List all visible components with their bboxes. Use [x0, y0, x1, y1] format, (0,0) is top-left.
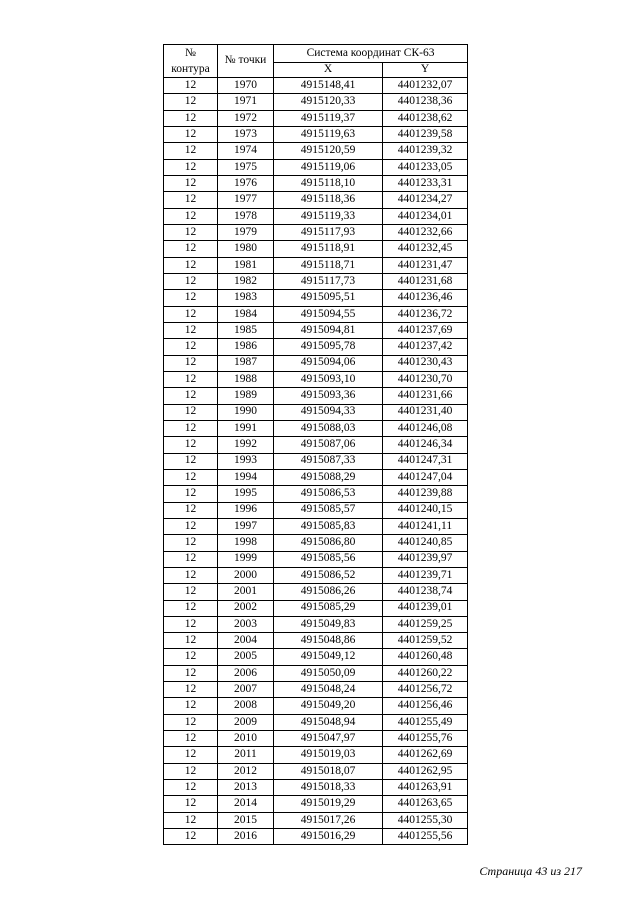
cell-x: 4915118,36 — [274, 192, 383, 208]
cell-x: 4915050,09 — [274, 665, 383, 681]
cell-contour: 12 — [164, 714, 218, 730]
cell-x: 4915048,86 — [274, 633, 383, 649]
cell-y: 4401263,91 — [383, 780, 468, 796]
cell-point: 1996 — [218, 502, 274, 518]
cell-y: 4401255,56 — [383, 829, 468, 845]
table-row — [164, 486, 468, 502]
cell-x: 4915118,10 — [274, 175, 383, 191]
cell-contour: 12 — [164, 208, 218, 224]
cell-y: 4401237,69 — [383, 322, 468, 338]
table-row — [164, 812, 468, 828]
cell-point: 1995 — [218, 486, 274, 502]
cell-contour: 12 — [164, 829, 218, 845]
cell-contour: 12 — [164, 796, 218, 812]
cell-x: 4915118,91 — [274, 241, 383, 257]
cell-x: 4915094,55 — [274, 306, 383, 322]
table-row — [164, 257, 468, 273]
cell-point: 2013 — [218, 780, 274, 796]
cell-contour: 12 — [164, 780, 218, 796]
cell-y: 4401238,74 — [383, 584, 468, 600]
table-row — [164, 339, 468, 355]
cell-contour: 12 — [164, 355, 218, 371]
table-row — [164, 518, 468, 534]
table-row — [164, 78, 468, 94]
table-row — [164, 731, 468, 747]
cell-x: 4915048,24 — [274, 682, 383, 698]
cell-point: 2014 — [218, 796, 274, 812]
cell-x: 4915049,20 — [274, 698, 383, 714]
header-contour-line1: № — [185, 47, 196, 59]
table-row — [164, 208, 468, 224]
table-row — [164, 306, 468, 322]
table-row — [164, 322, 468, 338]
cell-contour: 12 — [164, 257, 218, 273]
cell-y: 4401263,65 — [383, 796, 468, 812]
cell-x: 4915087,06 — [274, 437, 383, 453]
cell-y: 4401231,66 — [383, 388, 468, 404]
cell-x: 4915088,03 — [274, 420, 383, 436]
cell-contour: 12 — [164, 486, 218, 502]
cell-y: 4401241,11 — [383, 518, 468, 534]
cell-y: 4401233,05 — [383, 159, 468, 175]
cell-contour: 12 — [164, 94, 218, 110]
cell-y: 4401259,25 — [383, 616, 468, 632]
cell-y: 4401259,52 — [383, 633, 468, 649]
table-row — [164, 241, 468, 257]
cell-y: 4401256,72 — [383, 682, 468, 698]
page-footer — [479, 864, 582, 879]
cell-y: 4401239,32 — [383, 143, 468, 159]
cell-x: 4915094,06 — [274, 355, 383, 371]
cell-contour: 12 — [164, 110, 218, 126]
cell-x: 4915119,06 — [274, 159, 383, 175]
table-row — [164, 420, 468, 436]
header-y: Y — [383, 63, 468, 78]
table-row — [164, 192, 468, 208]
cell-contour: 12 — [164, 502, 218, 518]
cell-y: 4401233,31 — [383, 175, 468, 191]
cell-point: 2006 — [218, 665, 274, 681]
cell-y: 4401247,31 — [383, 453, 468, 469]
cell-x: 4915048,94 — [274, 714, 383, 730]
cell-y: 4401236,72 — [383, 306, 468, 322]
cell-contour: 12 — [164, 420, 218, 436]
cell-contour: 12 — [164, 371, 218, 387]
cell-contour: 12 — [164, 665, 218, 681]
cell-point: 1986 — [218, 339, 274, 355]
table-row — [164, 437, 468, 453]
cell-point: 1978 — [218, 208, 274, 224]
table-row — [164, 502, 468, 518]
cell-contour: 12 — [164, 388, 218, 404]
cell-y: 4401231,47 — [383, 257, 468, 273]
cell-contour: 12 — [164, 224, 218, 240]
footer-page-word: Страница — [479, 864, 533, 878]
cell-point: 1998 — [218, 535, 274, 551]
cell-point: 2001 — [218, 584, 274, 600]
table-row — [164, 714, 468, 730]
cell-point: 1993 — [218, 453, 274, 469]
table-row — [164, 796, 468, 812]
cell-x: 4915047,97 — [274, 731, 383, 747]
cell-y: 4401260,22 — [383, 665, 468, 681]
cell-x: 4915095,51 — [274, 290, 383, 306]
table-body — [164, 78, 468, 845]
cell-point: 1982 — [218, 273, 274, 289]
cell-contour: 12 — [164, 126, 218, 142]
cell-contour: 12 — [164, 78, 218, 94]
table-row — [164, 371, 468, 387]
header-contour-line2: контура — [171, 63, 210, 75]
cell-point: 1976 — [218, 175, 274, 191]
cell-contour: 12 — [164, 175, 218, 191]
cell-contour: 12 — [164, 616, 218, 632]
cell-y: 4401238,62 — [383, 110, 468, 126]
cell-contour: 12 — [164, 633, 218, 649]
cell-contour: 12 — [164, 731, 218, 747]
cell-contour: 12 — [164, 339, 218, 355]
cell-y: 4401255,30 — [383, 812, 468, 828]
header-x: X — [274, 63, 383, 78]
cell-point: 1974 — [218, 143, 274, 159]
cell-contour: 12 — [164, 567, 218, 583]
cell-y: 4401230,70 — [383, 371, 468, 387]
cell-point: 2005 — [218, 649, 274, 665]
table-row — [164, 633, 468, 649]
cell-point: 2015 — [218, 812, 274, 828]
cell-y: 4401234,27 — [383, 192, 468, 208]
coordinates-table — [163, 44, 468, 845]
cell-contour: 12 — [164, 763, 218, 779]
cell-x: 4915119,37 — [274, 110, 383, 126]
cell-contour: 12 — [164, 535, 218, 551]
cell-point: 1988 — [218, 371, 274, 387]
footer-total-pages: 217 — [564, 864, 582, 878]
cell-x: 4915018,07 — [274, 763, 383, 779]
table-header — [164, 45, 468, 78]
cell-y: 4401255,76 — [383, 731, 468, 747]
cell-x: 4915085,57 — [274, 502, 383, 518]
cell-point: 1990 — [218, 404, 274, 420]
cell-point: 1997 — [218, 518, 274, 534]
cell-point: 1985 — [218, 322, 274, 338]
cell-point: 2010 — [218, 731, 274, 747]
cell-x: 4915118,71 — [274, 257, 383, 273]
table-row — [164, 469, 468, 485]
cell-contour: 12 — [164, 404, 218, 420]
cell-x: 4915018,33 — [274, 780, 383, 796]
cell-x: 4915094,33 — [274, 404, 383, 420]
cell-point: 1981 — [218, 257, 274, 273]
cell-point: 2008 — [218, 698, 274, 714]
cell-point: 1987 — [218, 355, 274, 371]
cell-y: 4401239,88 — [383, 486, 468, 502]
table-row — [164, 94, 468, 110]
table-row — [164, 110, 468, 126]
cell-point: 1979 — [218, 224, 274, 240]
table-row — [164, 355, 468, 371]
cell-contour: 12 — [164, 159, 218, 175]
cell-y: 4401231,40 — [383, 404, 468, 420]
cell-point: 2009 — [218, 714, 274, 730]
cell-point: 2002 — [218, 600, 274, 616]
cell-point: 2012 — [218, 763, 274, 779]
cell-contour: 12 — [164, 469, 218, 485]
cell-contour: 12 — [164, 273, 218, 289]
cell-x: 4915085,29 — [274, 600, 383, 616]
cell-y: 4401239,01 — [383, 600, 468, 616]
table-row — [164, 126, 468, 142]
cell-x: 4915086,53 — [274, 486, 383, 502]
cell-contour: 12 — [164, 453, 218, 469]
table-row — [164, 224, 468, 240]
cell-x: 4915119,63 — [274, 126, 383, 142]
cell-contour: 12 — [164, 551, 218, 567]
cell-contour: 12 — [164, 682, 218, 698]
cell-point: 1980 — [218, 241, 274, 257]
cell-y: 4401237,42 — [383, 339, 468, 355]
cell-point: 2000 — [218, 567, 274, 583]
header-point-number: № точки — [218, 45, 274, 78]
cell-point: 1972 — [218, 110, 274, 126]
cell-point: 1983 — [218, 290, 274, 306]
table-row — [164, 763, 468, 779]
cell-point: 1975 — [218, 159, 274, 175]
cell-point: 1989 — [218, 388, 274, 404]
cell-y: 4401247,04 — [383, 469, 468, 485]
table-row — [164, 600, 468, 616]
cell-contour: 12 — [164, 290, 218, 306]
cell-x: 4915093,36 — [274, 388, 383, 404]
cell-x: 4915120,33 — [274, 94, 383, 110]
cell-y: 4401239,71 — [383, 567, 468, 583]
table-row — [164, 388, 468, 404]
cell-x: 4915095,78 — [274, 339, 383, 355]
cell-point: 1971 — [218, 94, 274, 110]
table-row — [164, 567, 468, 583]
cell-y: 4401236,46 — [383, 290, 468, 306]
table-row — [164, 175, 468, 191]
cell-contour: 12 — [164, 649, 218, 665]
cell-contour: 12 — [164, 437, 218, 453]
cell-contour: 12 — [164, 143, 218, 159]
table-row — [164, 584, 468, 600]
cell-point: 2016 — [218, 829, 274, 845]
cell-y: 4401262,69 — [383, 747, 468, 763]
cell-x: 4915019,03 — [274, 747, 383, 763]
table-row — [164, 682, 468, 698]
cell-y: 4401232,07 — [383, 78, 468, 94]
cell-point: 1994 — [218, 469, 274, 485]
cell-point: 1977 — [218, 192, 274, 208]
cell-x: 4915117,93 — [274, 224, 383, 240]
header-coordinate-system: Система координат СК-63 — [274, 45, 468, 63]
table-row — [164, 649, 468, 665]
table-row — [164, 747, 468, 763]
cell-contour: 12 — [164, 322, 218, 338]
cell-contour: 12 — [164, 812, 218, 828]
cell-y: 4401234,01 — [383, 208, 468, 224]
table-row — [164, 404, 468, 420]
cell-x: 4915119,33 — [274, 208, 383, 224]
cell-x: 4915049,83 — [274, 616, 383, 632]
cell-x: 4915086,52 — [274, 567, 383, 583]
cell-point: 1973 — [218, 126, 274, 142]
cell-contour: 12 — [164, 241, 218, 257]
cell-y: 4401240,85 — [383, 535, 468, 551]
cell-contour: 12 — [164, 518, 218, 534]
table-row — [164, 698, 468, 714]
cell-point: 1984 — [218, 306, 274, 322]
cell-x: 4915120,59 — [274, 143, 383, 159]
cell-y: 4401232,66 — [383, 224, 468, 240]
table-row — [164, 453, 468, 469]
cell-x: 4915019,29 — [274, 796, 383, 812]
cell-y: 4401256,46 — [383, 698, 468, 714]
footer-page-number: 43 — [535, 864, 548, 878]
cell-point: 1992 — [218, 437, 274, 453]
cell-x: 4915086,26 — [274, 584, 383, 600]
cell-y: 4401240,15 — [383, 502, 468, 518]
table-row — [164, 143, 468, 159]
cell-contour: 12 — [164, 584, 218, 600]
cell-y: 4401231,68 — [383, 273, 468, 289]
table-row — [164, 616, 468, 632]
cell-x: 4915049,12 — [274, 649, 383, 665]
cell-y: 4401260,48 — [383, 649, 468, 665]
cell-x: 4915093,10 — [274, 371, 383, 387]
table-row — [164, 665, 468, 681]
cell-contour: 12 — [164, 698, 218, 714]
cell-point: 2004 — [218, 633, 274, 649]
cell-y: 4401230,43 — [383, 355, 468, 371]
table-row — [164, 159, 468, 175]
cell-y: 4401239,97 — [383, 551, 468, 567]
cell-x: 4915085,56 — [274, 551, 383, 567]
cell-point: 1991 — [218, 420, 274, 436]
header-contour-number — [164, 45, 218, 78]
cell-contour: 12 — [164, 192, 218, 208]
table-row — [164, 829, 468, 845]
table-row — [164, 273, 468, 289]
cell-x: 4915117,73 — [274, 273, 383, 289]
cell-y: 4401255,49 — [383, 714, 468, 730]
cell-x: 4915088,29 — [274, 469, 383, 485]
cell-point: 1999 — [218, 551, 274, 567]
table-row — [164, 551, 468, 567]
cell-contour: 12 — [164, 747, 218, 763]
cell-point: 2003 — [218, 616, 274, 632]
cell-x: 4915094,81 — [274, 322, 383, 338]
table-row — [164, 535, 468, 551]
cell-contour: 12 — [164, 600, 218, 616]
cell-contour: 12 — [164, 306, 218, 322]
cell-y: 4401262,95 — [383, 763, 468, 779]
footer-of-word: из — [550, 864, 561, 878]
cell-y: 4401232,45 — [383, 241, 468, 257]
cell-y: 4401239,58 — [383, 126, 468, 142]
table-row — [164, 780, 468, 796]
cell-x: 4915085,83 — [274, 518, 383, 534]
cell-y: 4401246,08 — [383, 420, 468, 436]
cell-point: 2011 — [218, 747, 274, 763]
cell-x: 4915087,33 — [274, 453, 383, 469]
cell-x: 4915148,41 — [274, 78, 383, 94]
cell-x: 4915086,80 — [274, 535, 383, 551]
cell-point: 2007 — [218, 682, 274, 698]
cell-y: 4401238,36 — [383, 94, 468, 110]
cell-x: 4915016,29 — [274, 829, 383, 845]
cell-y: 4401246,34 — [383, 437, 468, 453]
cell-x: 4915017,26 — [274, 812, 383, 828]
table-row — [164, 290, 468, 306]
cell-point: 1970 — [218, 78, 274, 94]
